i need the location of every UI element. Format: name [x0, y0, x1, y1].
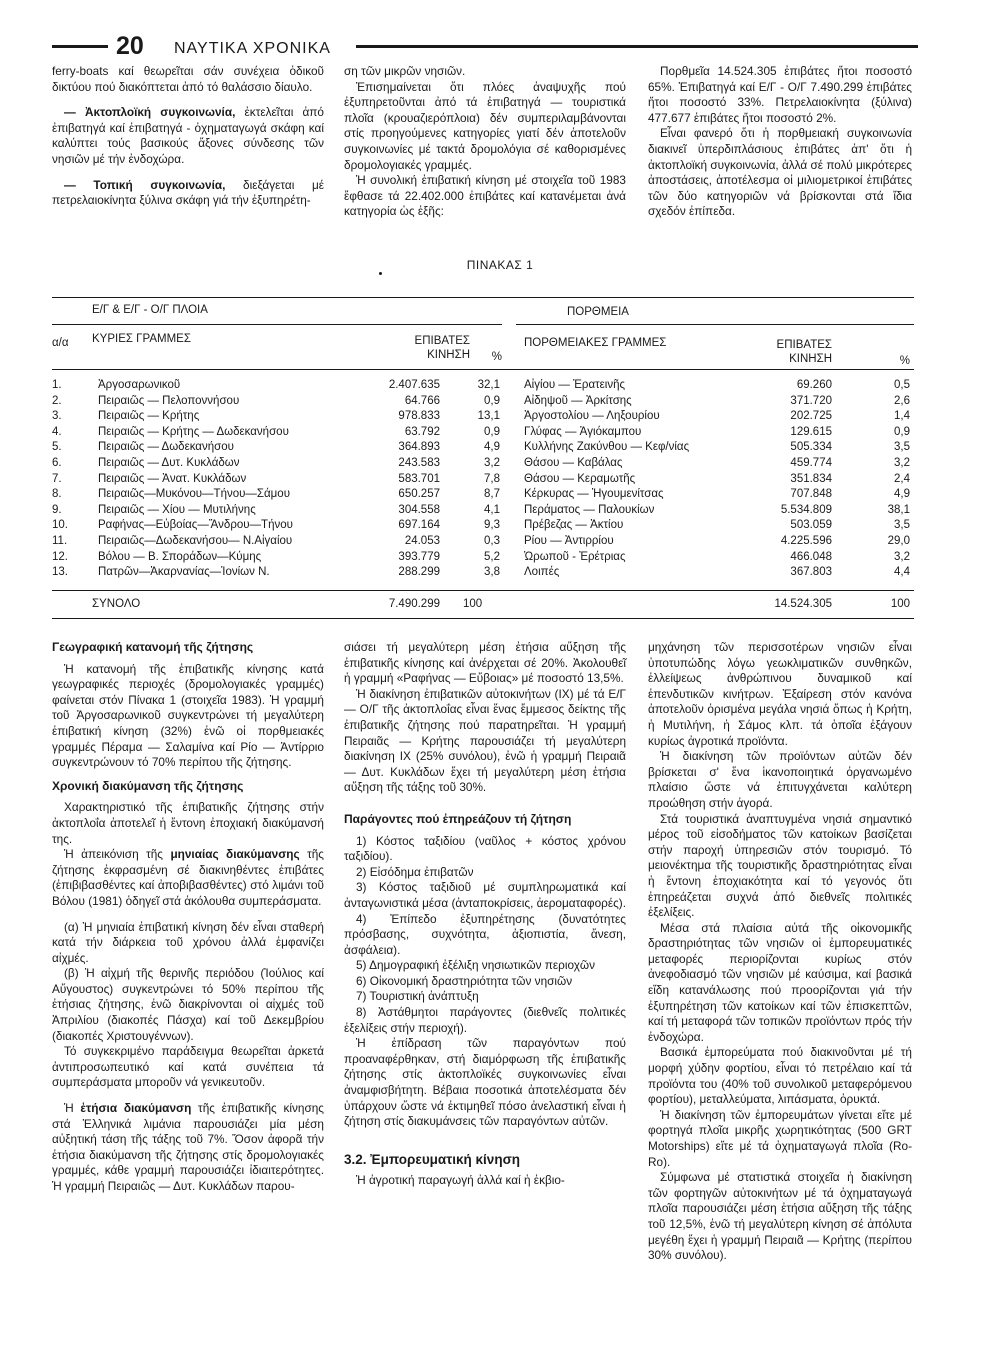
right-group-header: ΠΟΡΘΜΕΙΑ [567, 306, 629, 318]
passenger-pct: 8,7 [484, 488, 500, 501]
table-row [0, 534, 1000, 548]
factor-item: 7) Τουριστική ἀνάπτυξη [356, 989, 479, 1004]
passenger-pct: 5,2 [484, 550, 500, 563]
passenger-count: 697.164 [398, 519, 440, 532]
paragraph-text: Ἡ [64, 1101, 81, 1116]
factor-item: 6) Οἰκονομική δραστηριότητα τῶν νησιῶν [356, 973, 573, 988]
ferry-passenger-count: 4.225.596 [780, 535, 832, 547]
paragraph: Χαρακτηριστικό τῆς ἐπιβατικῆς ζήτησης στήν ἀκτοπλοΐα ἀποτελεῖ ἡ ἔντονη ἐποχιακή διακύμανσή της. [52, 800, 324, 846]
paragraph [52, 105, 324, 167]
table-row [0, 394, 1000, 408]
ferry-route-name: Κέρκυρας — Ἡγουμενίτσας [524, 488, 664, 501]
bottom-column-3 [648, 640, 912, 1264]
passenger-pct: 9,3 [484, 519, 500, 532]
row-number: 3. [52, 410, 62, 423]
passenger-count: 24.053 [404, 535, 440, 547]
ferry-passenger-count: 459.774 [790, 457, 832, 469]
row-number: 5. [52, 441, 62, 454]
top-column-1 [52, 64, 324, 209]
paragraph: Ἡ διακίνηση τῶν προϊόντων αὐτῶν δέν βρίσκεται σ' ἕνα ἱκανοποιητικά ὀργανωμένο πλαίσιο ὥστε νά ἐπιτυγχάνεται καλύτερη προώθηση στήν ἀγορά. [648, 749, 912, 810]
paragraph: ση τῶν μικρῶν νησιῶν. [344, 64, 466, 78]
col-header-ferry-lines: ΠΟΡΘΜΕΙΑΚΕΣ ΓΡΑΜΜΕΣ [524, 337, 667, 349]
bottom-column-1 [52, 640, 324, 1195]
route-name: Πειραιῶς — Πελοποννήσου [98, 394, 240, 407]
route-name: Πειραιῶς — Κρήτης — Δωδεκανήσου [98, 425, 289, 438]
section-heading: 3.2. Ἐμπορευματική κίνηση [344, 1151, 521, 1167]
ferry-passenger-count: 5.534.809 [780, 503, 832, 516]
table-row [0, 503, 1000, 517]
top-column-3 [648, 64, 912, 220]
bottom-column-2 [344, 640, 626, 1189]
ferry-passenger-pct: 3,5 [894, 519, 910, 532]
col-header-fpct: % [899, 355, 910, 367]
col-header-aa: α/α [52, 337, 69, 349]
row-number: 12. [52, 550, 68, 563]
ferry-passenger-pct: 3,5 [894, 441, 910, 454]
paragraph: Ἡ ἀγροτική παραγωγή ἀλλά καί ἡ ἐκβιο- [356, 1173, 565, 1188]
passenger-count: 288.299 [398, 566, 440, 579]
ferry-passenger-count: 351.834 [790, 472, 832, 485]
total-pct: 100 [463, 598, 483, 610]
route-name: Πειραιῶς—Δωδεκανήσου— Ν.Αἰγαίου [98, 535, 293, 547]
row-number: 7. [52, 472, 62, 485]
paragraph: Ἡ ἐπίδραση τῶν παραγόντων πού προαναφέρθηκαν, στή διαμόρφωση τῆς ἐπιβατικῆς ζήτησης στίς ἀκτοπλοϊκές συγκοινωνίες εἶναι ἀναμφισβήτητη. Βέβαια ποσοτικά ἀποτελέσματα δέν ὑπάρχουν ὥστε νά ἐκτιμηθεῖ πόσο ἀνελαστική εἶναι ἡ ζήτηση στίς διακυμάνσεις τῶν παραγόντων αὐτῶν. [344, 1036, 626, 1129]
stray-dot [379, 272, 382, 275]
paragraph [52, 178, 324, 209]
route-name: Βόλου — Β. Σποράδων—Κύμης [98, 550, 262, 563]
paragraph: Στά τουριστικά ἀναπτυγμένα νησιά σημαντικό μέρος τοῦ εἰσοδήματος τῶν κατοίκων βασίζεται στήν παροχή ὑπηρεσιῶν στόν τουρισμό. Τό μειονέκτημα τῆς τουριστικῆς δραστηριότητας εἶναι ἡ ἔντονη ἐποχιακότητα καί τό γεγονός ὅτι ἐπηρεάζεται συχνά ἀπό διεθνεῖς πολιτικές ἐξελίξεις. [648, 811, 912, 920]
left-group-rule [52, 324, 502, 325]
factor-item: 2) Εἰσόδημα ἐπιβατῶν [356, 864, 474, 879]
ferry-route-name: Θάσου — Καβάλας [524, 457, 623, 469]
section-heading: Παράγοντες πού ἐπηρεάζουν τή ζήτηση [344, 811, 572, 826]
factor-item: 5) Δημογραφική ἐξέλιξη νησιωτικῶν περιοχῶν [356, 958, 596, 973]
ferry-route-name: Ἀργοστολίου — Ληξουρίου [524, 410, 660, 423]
factor-item: 1) Κόστος ταξιδίου (ναῦλος + κόστος χρόνου ταξιδίου). [344, 833, 626, 864]
total-fpct: 100 [890, 598, 910, 610]
section-heading: Χρονική διακύμανση τῆς ζήτησης [52, 778, 244, 793]
ferry-passenger-count: 371.720 [790, 394, 832, 407]
paragraph: Ἡ διακίνηση ἐπιβατικῶν αὐτοκινήτων (ΙΧ) μέ τά Ε/Γ — Ο/Γ τῆς ἀκτοπλοΐας εἶναι ἕνας ἔμμεσος δείκτης τῆς ἐπιβατικῆς ζήτησης πού παρατηρεῖται. Ἡ γραμμή Πειραιᾶς — Κρήτης παρουσιάζει τή μεγαλύτερη διακίνηση ΙΧ (25% συνόλου), ἐνῶ ἡ γραμμή Πειραιᾶ — Δυτ. Κυκλάδων ἔχει τή μεγαλύτερη μέση ἐτήσια αὔξηση τῆς τάξης τοῦ 30%. [344, 686, 626, 795]
passenger-pct: 4,9 [484, 441, 500, 454]
passenger-pct: 0,9 [484, 425, 500, 438]
table-row [0, 409, 1000, 423]
ferry-passenger-count: 503.059 [790, 519, 832, 532]
ferry-route-name: Αἰγίου — Ἐρατεινῆς [524, 379, 626, 391]
ferry-route-name: Γλύφας — Ἁγιόκαμπου [524, 425, 642, 438]
header-bottom-rule [52, 369, 914, 370]
ferry-route-name: Ρίου — Ἀντιρρίου [524, 535, 614, 547]
ferry-route-name: Κυλλήνης Ζακύνθου — Κεφ/νίας [524, 441, 690, 454]
route-name: Πατρῶν—Ἀκαρνανίας—Ἰονίων Ν. [98, 566, 270, 579]
ferry-passenger-count: 129.615 [790, 425, 832, 438]
ferry-route-name: Αἰδηψοῦ — Ἀρκίτσης [524, 394, 632, 407]
row-number: 6. [52, 457, 62, 469]
ferry-passenger-pct: 3,2 [894, 550, 910, 563]
total-label: ΣΥΝΟΛΟ [92, 598, 141, 610]
paragraph: μηχάνηση τῶν περισσοτέρων νησιῶν εἶναι ὑποτυπώδης λόγω γεωκλιματικῶν συνθηκῶν, ἐλλείψεως ἀνθρώπινου δυναμικοῦ καί ἐπενδυτικῶν κινήτρων. Ἐξαίρεση στόν κανόνα ἀποτελοῦν ὁρισμένα μεγάλα νησιά ὅπως ἡ Κρήτη, ἡ Μυτιλήνη, ἡ Σάμος κλπ. τά ὁποῖα ἐξάγουν κυρίως ἀγροτικά προϊόντα. [648, 640, 912, 748]
ferry-passenger-pct: 4,9 [894, 488, 910, 501]
paragraph [52, 847, 324, 909]
magazine-title: ΝΑΥΤΙΚΑ ΧΡΟΝΙΚΑ [174, 40, 331, 57]
col-header-fpax: ΕΠΙΒΑΤΕΣ [776, 339, 832, 351]
route-name: Πειραιῶς — Ἀνατ. Κυκλάδων [98, 472, 247, 485]
ferry-passenger-pct: 0,9 [894, 425, 910, 438]
ferry-passenger-count: 466.048 [790, 550, 832, 563]
row-number: 2. [52, 394, 62, 407]
ferry-route-name: Λοιπές [524, 566, 560, 579]
passenger-pct: 3,2 [484, 457, 500, 469]
passenger-pct: 7,8 [484, 472, 500, 485]
ferry-passenger-pct: 0,5 [894, 379, 910, 391]
route-name: Ἀργοσαρωνικοῦ [98, 379, 181, 391]
passenger-pct: 13,1 [477, 410, 500, 423]
ferry-route-name: Θάσου — Κεραμωτῆς [524, 472, 636, 485]
passenger-count: 63.792 [404, 425, 440, 438]
subhead: — Τοπική συγκοινωνία, [64, 177, 226, 192]
factor-item: 8) Ἀστάθμητοι παράγοντες (διεθνεῖς πολιτικές ἐξελίξεις στήν περιοχή). [344, 1005, 626, 1035]
total-fpax: 14.524.305 [774, 598, 832, 610]
paragraph: Πορθμεῖα 14.524.305 ἐπιβάτες ἤτοι ποσοστό 65%. Ἐπιβατηγά καί Ε/Γ - Ο/Γ 7.490.299 ἐπιβάτες ἤτοι ποσοστό 33%. Πετρελαιοκίνητα (ξύλινα) 477.677 ἐπιβάτες ἤτοι ποσοστό 2%. [648, 64, 912, 125]
paragraph: Σύμφωνα μέ στατιστικά στοιχεῖα ἡ διακίνηση τῶν φορτηγῶν αὐτοκινήτων μέ τά ὀχηματαγωγά πλοῖα παρουσιάζει μέση ἐτήσια αὔξηση τῆς τάξης τοῦ 12,5%, ἐνῶ τή μεγαλύτερη κίνηση σέ ἀπόλυτα μεγέθη ἔχει ἡ γραμμή Πειραιᾶ — Κρήτης (περίπου 30% συνόλου). [648, 1170, 912, 1263]
row-number: 13. [52, 566, 68, 579]
paragraph: Βασικά ἐμπορεύματα πού διακινοῦνται μέ τή μορφή χύδην φορτίου, εἶναι τό πετρέλαιο καί τά προϊόντα του (40% τοῦ συνολικοῦ μεταφερόμενου φορτίου), μεταλλεύματα, λιπάσματα, ὀρυκτά. [648, 1045, 912, 1107]
route-name: Πειραιῶς — Χίου — Μυτιλήνης [98, 503, 256, 516]
table-row [0, 518, 1000, 532]
paragraph: Ἡ διακίνηση τῶν ἐμπορευμάτων γίνεται εἴτε μέ φορτηγά πλοῖα μικρῆς χωρητικότητας (500 GRT Motorships) εἴτε μέ τά ὀχηματαγωγά πλοῖα (Ro-Ro). [648, 1107, 912, 1169]
paragraph: Τό συγκεκριμένο παράδειγμα θεωρεῖται ἀρκετά ἀντιπροσωπευτικό καί κατά συνέπεια τά συμπεράσματα μποροῦν νά γενικευτοῦν. [52, 1044, 324, 1090]
col-header-pax: ΕΠΙΒΑΤΕΣ [414, 335, 470, 347]
total-pax: 7.490.299 [388, 598, 440, 610]
passenger-pct: 4,1 [484, 503, 500, 516]
row-number: 8. [52, 488, 62, 501]
paragraph: (α) Ἡ μηνιαία ἐπιβατική κίνηση δέν εἶναι σταθερή κατά τήν διάρκεια τοῦ χρόνου ἀλλά ἐμφανίζει αἰχμές. [52, 919, 324, 965]
table-row [0, 425, 1000, 439]
ferry-passenger-pct: 3,2 [894, 457, 910, 469]
ferry-passenger-count: 707.848 [790, 488, 832, 501]
left-group-header: Ε/Γ & Ε/Γ - Ο/Γ ΠΛΟΙΑ [92, 304, 208, 316]
table-title: ΠΙΝΑΚΑΣ 1 [466, 258, 534, 272]
col-header-fpax-2: ΚΙΝΗΣΗ [789, 353, 832, 365]
ferry-route-name: Ὠρωποῦ - Ἐρέτριας [524, 550, 626, 563]
paragraph-text: ἐκτελεῖται ἀπό ἐπιβατηγά καί ἐπιβατηγά - ὀχηματαγωγά σκάφη καί καλύπτει τούς βασικούς ἄξονες σύνδεσης τῶν νησιῶν μέ τήν ἐνδοχώρα. [52, 105, 324, 166]
bold-phrase: μηνιαίας διακύμανσης [170, 847, 300, 862]
ferry-passenger-pct: 1,4 [894, 410, 910, 423]
subhead: — Ἀκτοπλοϊκή συγκοινωνία, [64, 105, 236, 120]
paragraph: Μέσα στά πλαίσια αὐτά τῆς οἰκονομικῆς δραστηριότητας τῶν νησιῶν οἱ ἐμπορευματικές μεταφορές περιορίζονται κυρίως στόν ἀνεφοδιασμό τῶν νησιῶν μέ καύσιμα, καί βασικά εἴδη κατανάλωσης πού προορίζονται γιά τήν ἐξυπηρέτηση τῶν κατοίκων καί τῶν ἐπισκεπτῶν, καί τή μεταφορά τῶν τοπικῶν προϊόντων πρός τήν ἐνδοχώρα. [648, 920, 912, 1044]
route-name: Πειραιῶς — Κρήτης [98, 410, 200, 423]
paragraph: Ἐπισημαίνεται ὅτι πλόες ἀναψυχῆς πού ἐξυπηρετοῦνται ἀπό τά ἐπιβατηγά — τουριστικά πλοῖα (κρουαζιερόπλοια) δέν συμπεριλαμβάνονται στίς προηγούμενες κατηγορίες γιατί δέν ἀποτελοῦν συγκοινωνίες μέ τακτά δρομολόγια σέ καθορισμένες δρομολογιακές γραμμές. [344, 79, 626, 172]
total-row [0, 597, 1000, 611]
passenger-count: 650.257 [398, 488, 440, 501]
passenger-count: 583.701 [398, 472, 440, 485]
row-number: 9. [52, 503, 62, 516]
passenger-count: 64.766 [404, 394, 440, 407]
paragraph [52, 1101, 324, 1195]
paragraph-text: τῆς ζήτησης ἐκφρασμένη σέ διακινηθέντες ἐπιβάτες (ἐπιβιβασθέντες καί ἀποβιβασθέντες) στό λιμάνι τοῦ Βόλου (1981) ὁδηγεῖ στά ἀκόλουθα συμπεράσματα. [52, 847, 324, 908]
route-name: Πειραιῶς—Μυκόνου—Τήνου—Σάμου [98, 488, 290, 501]
table-bottom-rule [52, 618, 914, 619]
ferry-passenger-count: 367.803 [790, 566, 832, 579]
paragraph: Ἡ κατανομή τῆς ἐπιβατικῆς κίνησης κατά γεωγραφικές περιοχές (δρομολογιακές γραμμές) φαίνεται στόν Πίνακα 1 (στοιχεῖα 1983). Ἡ γραμμή τοῦ Ἀργοσαρωνικοῦ συγκεντρώνει τή μεγαλύτερη ἐπιβατική κίνηση (32%) ἐνῶ οἱ πορθμειακές γραμμές Πέραμα — Σαλαμίνα καί Ρίο — Ἀντίρριο συγκεντρώνουν τό 70% περίπου τῆς ζήτησης. [52, 661, 324, 770]
route-name: Πειραιῶς — Δωδεκανήσου [98, 441, 234, 454]
page-number: 20 [116, 32, 144, 60]
passenger-pct: 3,8 [484, 566, 500, 579]
route-name: Πειραιῶς — Δυτ. Κυκλάδων [98, 457, 240, 469]
bold-phrase: ἐτήσια διακύμανση [80, 1101, 192, 1116]
passenger-count: 393.779 [398, 550, 440, 563]
ferry-passenger-pct: 4,4 [894, 566, 910, 579]
passenger-count: 2.407.635 [388, 379, 440, 391]
ferry-route-name: Πρέβεζας — Ἀκτίου [524, 519, 624, 532]
total-rule [52, 590, 914, 591]
passenger-count: 978.833 [398, 410, 440, 423]
right-group-rule [516, 324, 914, 325]
factor-item: 4) Ἐπίπεδο ἐξυπηρέτησης (δυνατότητες πρόσβασης, συχνότητα, ἀξιοπιστία, ἄνεση, ἀσφάλεια). [344, 911, 626, 957]
table-row [0, 550, 1000, 564]
paragraph: ferry-boats καί θεωρεῖται σάν συνέχεια ὁδικοῦ δικτύου πού διακόπτεται ἀπό τό θαλάσσιο δίαυλο. [52, 64, 324, 94]
ferry-passenger-count: 505.334 [790, 441, 832, 454]
passenger-pct: 32,1 [477, 379, 500, 391]
header-rule-left [52, 45, 108, 48]
paragraph-text: Ἡ ἀπεικόνιση τῆς [64, 847, 171, 862]
row-number: 1. [52, 379, 62, 391]
row-number: 4. [52, 425, 62, 438]
paragraph: Ἡ συνολική ἐπιβατική κίνηση μέ στοιχεῖα τοῦ 1983 ἔφθασε τά 22.402.000 ἐπιβάτες καί κατανέμεται ἀνά κατηγορία ὡς ἑξῆς: [344, 173, 626, 219]
ferry-passenger-pct: 29,0 [887, 535, 910, 547]
table-row [0, 472, 1000, 486]
table-row [0, 456, 1000, 470]
ferry-passenger-pct: 2,4 [894, 472, 910, 485]
col-header-pct: % [491, 351, 502, 363]
table-row [0, 487, 1000, 501]
ferry-passenger-pct: 2,6 [894, 394, 910, 407]
row-number: 10. [52, 519, 68, 532]
col-header-main-lines: ΚΥΡΙΕΣ ΓΡΑΜΜΕΣ [92, 333, 191, 345]
paragraph: (β) Ἡ αἰχμή τῆς θερινῆς περιόδου (Ἰούλιος καί Αὔγουστος) συγκεντρώνει τό 50% περίπου τῆς ἐτήσιας ζήτησης, ἐνῶ διακρίνονται οἱ αἰχμές τοῦ Ἀπριλίου (διακοπές Πάσχα) καί τοῦ Δεκεμβρίου (διακοπές Χριστουγέννων). [52, 966, 324, 1043]
row-number: 11. [52, 535, 68, 547]
ferry-passenger-count: 202.725 [790, 410, 832, 423]
passenger-count: 304.558 [398, 503, 440, 516]
factor-list [344, 834, 626, 1037]
paragraph-text: διεξάγεται μέ πετρελαιοκίνητα ξύλινα σκάφη γιά τήν ἐξυπηρέτη- [52, 177, 324, 208]
table-row [0, 565, 1000, 579]
section-heading: Γεωγραφική κατανομή τῆς ζήτησης [52, 640, 254, 654]
table-row [0, 440, 1000, 454]
passenger-pct: 0,3 [484, 535, 500, 547]
paragraph: Εἶναι φανερό ὅτι ἡ πορθμειακή συγκοινωνία διακινεῖ ὑπερδιπλάσιους ἐπιβάτες ἀπ' ὅτι ἡ ἀκτοπλοϊκή συγκοινωνία, ἀλλά σέ πολύ μικρότερες ἀποστάσεις, ἀποτέλεσμα οἱ μιλιομετρικοί ἐπιβάτες τῶν δύο κατηγοριῶν νά βρίσκονται στά ἴδια σχεδόν ἐπίπεδα. [648, 126, 912, 219]
factor-item: 3) Κόστος ταξιδιοῦ μέ συμπληρωματικά καί ἀνταγωνιστικά μέσα (ἀνταποκρίσεις, ἀεροματαφορές). [344, 880, 626, 910]
table-row [0, 378, 1000, 392]
ferry-passenger-pct: 38,1 [887, 503, 910, 516]
passenger-pct: 0,9 [484, 394, 500, 407]
header-rule-right [356, 45, 918, 48]
paragraph: σιάσει τή μεγαλύτερη μέση ἐτήσια αὔξηση τῆς ἐπιβατικῆς κίνησης καί ἀνέρχεται σέ 20%. Ἀκολουθεῖ ἡ γραμμή «Ραφήνας — Εὔβοιας» μέ ποσοστό 13,5%. [344, 640, 626, 686]
passenger-count: 364.893 [398, 441, 440, 454]
top-column-2 [344, 64, 626, 220]
route-name: Ραφήνας—Εὐβοίας—Ἄνδρου—Τήνου [98, 519, 293, 532]
ferry-route-name: Περάματος — Παλουκίων [524, 503, 655, 516]
ferry-passenger-count: 69.260 [796, 379, 832, 391]
passenger-count: 243.583 [398, 457, 440, 469]
table-top-rule [52, 297, 914, 298]
col-header-pax-2: ΚΙΝΗΣΗ [427, 349, 470, 361]
paragraph-text: τῆς ἐπιβατικῆς κίνησης στά Ἑλληνικά λιμάνια παρουσιάζει μία μέση αὐξητική τάση τῆς τάξης τοῦ 7%. Ὅσον ἀφορᾶ τήν ἐτήσια διακύμανση τῆς ζήτησης στίς δρομολογιακές γραμμές, κάθε γραμμή παρουσιάζει ἰδιαιτερότητες. Ἡ γραμμή Πειραιῶς — Δυτ. Κυκλάδων παρου- [52, 1101, 324, 1193]
